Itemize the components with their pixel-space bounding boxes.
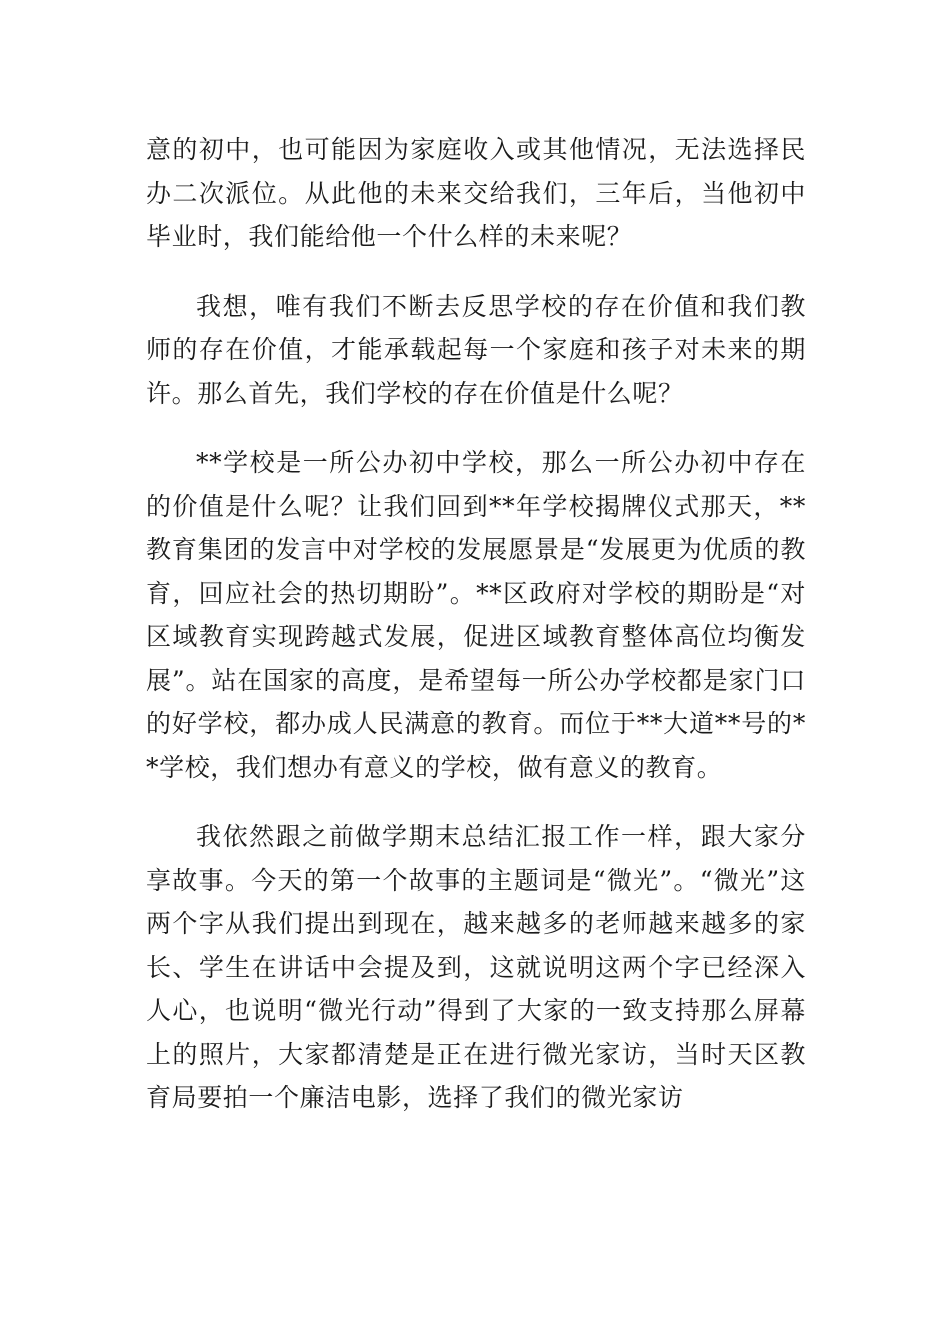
document-body <box>146 128 806 1120</box>
paragraph-2: 我想，唯有我们不断去反思学校的存在价值和我们教师的存在价值，才能承载起每一个家庭和孩子对未来的期许。那么首先，我们学校的存在价值是什么呢？ <box>146 291 806 408</box>
paragraph-1: 意的初中，也可能因为家庭收入或其他情况，无法选择民办二次派位。从此他的未来交给我们，三年后，当他初中毕业时，我们能给他一个什么样的未来呢？ <box>146 135 806 251</box>
paragraph-4: 我依然跟之前做学期末总结汇报工作一样，跟大家分享故事。今天的第一个故事的主题词是“微光”。“微光”这两个字从我们提出到现在，越来越多的老师越来越多的家长、学生在讲话中会提及到，这就说明这两个字已经深入人心，也说明“微光行动”得到了大家的一致支持那么屏幕上的照片，大家都清楚是正在进行微光家访，当时天区教育局要拍一个廉洁电影，选择了我们的微光家访 <box>146 822 806 1112</box>
paragraph-3: **学校是一所公办初中学校，那么一所公办初中存在的价值是什么呢？让我们回到**年学校揭牌仪式那天，**教育集团的发言中对学校的发展愿景是“发展更为优质的教育，回应社会的热切期盼”。**区政府对学校的期盼是“对区域教育实现跨越式发展，促进区域教育整体高位均衡发展”。站在国家的高度，是希望每一所公办学校都是家门口的好学校，都办成人民满意的教育。而位于**大道**号的**学校，我们想办有意义的学校，做有意义的教育。 <box>146 448 806 782</box>
